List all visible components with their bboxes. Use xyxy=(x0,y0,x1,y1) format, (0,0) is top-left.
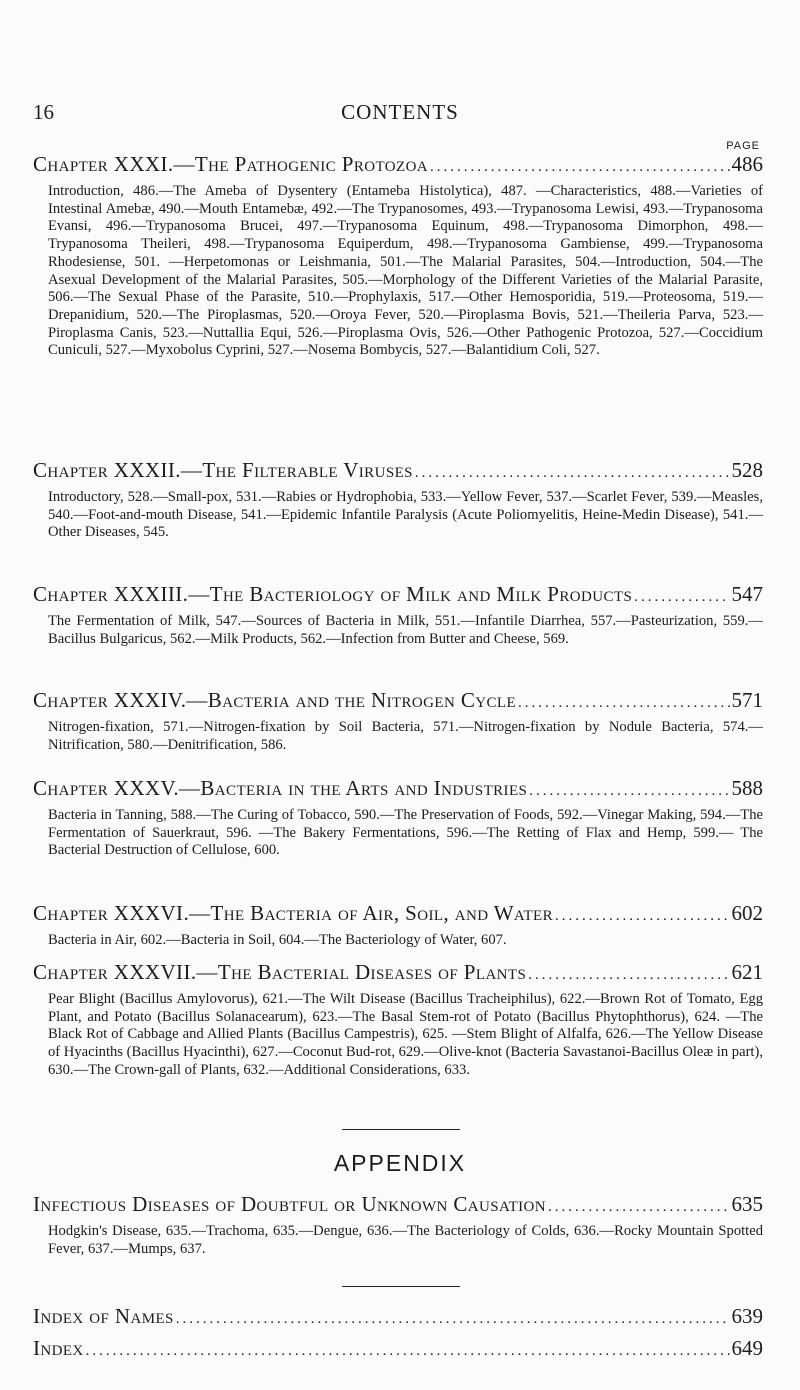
toc-entry-chapter-32 xyxy=(33,458,763,542)
chapter-description: Introduction, 486.—The Ameba of Dysentery (Entameba Histolytica), 487. —Characteristics, 488.—Varieties of Intestinal Amebæ, 490.—Mouth Entamebæ, 492.—The Trypanosomes, 493.—Trypanosoma Lewisi, 493.—Trypanosoma Evansi, 496.—Trypanosoma Brucei, 497.—Trypanosoma Equinum, 498.—Trypanosoma Dimorphon, 498.—Trypanosoma Theileri, 498.—Trypanosoma Equiperdum, 498.—Trypanosoma Gambiense, 499.—Trypanosoma Rhodesiense, 501. —Herpetomonas or Leishmania, 501.—The Malarial Parasites, 504.—Introduction, 504.—The Asexual Development of the Malarial Parasites, 505.—Morphology of the Different Varieties of the Malarial Parasite, 506.—The Sexual Phase of the Parasite, 510.—Prophylaxis, 517.—Other Hemosporidia, 519.—Proteosoma, 519.—Drepanidium, 520.—The Piroplasmas, 520.—Oroya Fever, 520.—Piroplasma Bovis, 521.—Theileria Parva, 523.—Piroplasma Canis, 523.—Nuttallia Equi, 526.—Piroplasma Ovis, 526.—Other Pathogenic Protozoa, 527.—Coccidium Cuniculi, 527.—Myxobolus Cyprini, 527.—Nosema Bombycis, 527.—Balantidium Coli, 527. xyxy=(48,183,763,359)
index-page: 649 xyxy=(731,1336,763,1360)
chapter-description: Pear Blight (Bacillus Amylovorus), 621.—The Wilt Disease (Bacillus Tracheiphilus), 622.—Brown Rot of Tomato, Egg Plant, and Potato (Bacillus Solanacearum), 623.—The Basal Stem-rot of Potato (Bacillus Phytophthorus), 624. —The Black Rot of Cabbage and Allied Plants (Bacillus Campestris), 625. —Stem Blight of Alfalfa, 626.—The Yellow Disease of Hyacinths (Bacillus Hyacinthi), 627.—Coconut Bud-rot, 629.—Olive-knot (Bacteria Savastanoi-Bacillus Oleæ in part), 630.—The Crown-gall of Plants, 632.—Additional Considerations, 633. xyxy=(48,991,763,1078)
index-title: Index of Names xyxy=(33,1304,174,1328)
chapter-title: Chapter XXXIII.—The Bacteriology of Milk and Milk Products xyxy=(33,582,633,606)
index-title: Index xyxy=(33,1336,84,1360)
toc-entry-chapter-34 xyxy=(33,688,763,754)
chapter-page: 547 xyxy=(731,582,763,606)
toc-entry-chapter-31 xyxy=(33,152,763,360)
chapter-page: 588 xyxy=(731,776,763,800)
toc-entry-chapter-36 xyxy=(33,901,763,950)
chapter-title: Chapter XXXIV.—Bacteria and the Nitrogen Cycle xyxy=(33,688,517,712)
chapter-title: Chapter XXXII.—The Filterable Viruses xyxy=(33,458,413,482)
dot-leader xyxy=(415,461,730,485)
running-title: CONTENTS xyxy=(341,100,459,124)
dot-leader xyxy=(86,1339,730,1363)
dot-leader xyxy=(518,691,729,715)
toc-entry-index-of-names xyxy=(33,1304,763,1331)
appendix-description: Hodgkin's Disease, 635.—Trachoma, 635.—Dengue, 636.—The Bacteriology of Colds, 636.—Rocky Mountain Spotted Fever, 637.—Mumps, 637. xyxy=(48,1223,763,1257)
chapter-title: Chapter XXXVII.—The Bacterial Diseases of Plants xyxy=(33,960,527,984)
chapter-description: Nitrogen-fixation, 571.—Nitrogen-fixation by Soil Bacteria, 571.—Nitrogen-fixation by Nodule Bacteria, 574.—Nitrification, 580.—Denitrification, 586. xyxy=(48,719,763,753)
dot-leader xyxy=(430,155,729,179)
toc-entry-chapter-33 xyxy=(33,582,763,648)
toc-entry-appendix xyxy=(33,1192,763,1258)
dot-leader xyxy=(548,1195,730,1219)
chapter-description: Bacteria in Air, 602.—Bacteria in Soil, 604.—The Bacteriology of Water, 607. xyxy=(48,932,507,948)
section-divider xyxy=(342,1129,460,1130)
toc-entry-chapter-37 xyxy=(33,960,763,1080)
chapter-page: 486 xyxy=(731,152,763,176)
dot-leader xyxy=(176,1307,730,1331)
chapter-title: Chapter XXXV.—Bacteria in the Arts and Industries xyxy=(33,776,528,800)
page-column-label: PAGE xyxy=(726,140,760,152)
chapter-page: 571 xyxy=(731,688,763,712)
chapter-title: Chapter XXXI.—The Pathogenic Protozoa xyxy=(33,152,429,176)
chapter-description: The Fermentation of Milk, 547.—Sources of Bacteria in Milk, 551.—Infantile Diarrhea, 557.—Pasteurization, 559.—Bacillus Bulgaricus, 562.—Milk Products, 562.—Infection from Butter and Cheese, 569. xyxy=(48,613,763,647)
page-number: 16 xyxy=(33,100,54,124)
toc-entry-chapter-35 xyxy=(33,776,763,860)
dot-leader xyxy=(528,963,729,987)
appendix-heading: APPENDIX xyxy=(333,1150,467,1176)
toc-entry-index xyxy=(33,1336,763,1363)
chapter-description: Introductory, 528.—Small-pox, 531.—Rabies or Hydrophobia, 533.—Yellow Fever, 537.—Scarlet Fever, 539.—Measles, 540.—Foot-and-mouth Disease, 541.—Epidemic Infantile Paralysis (Acute Poliomyelitis, Heine-Medin Disease), 541.—Other Diseases, 545. xyxy=(48,489,763,541)
dot-leader xyxy=(634,585,729,609)
section-divider xyxy=(342,1286,460,1287)
chapter-title: Chapter XXXVI.—The Bacteria of Air, Soil, and Water xyxy=(33,901,554,925)
chapter-description: Bacteria in Tanning, 588.—The Curing of Tobacco, 590.—The Preservation of Foods, 592.—Vinegar Making, 594.—The Fermentation of Sauerkraut, 596. —The Bakery Fermentations, 596.—The Retting of Flax and Hemp, 599.— The Bacterial Destruction of Cellulose, 600. xyxy=(48,807,763,859)
chapter-page: 621 xyxy=(731,960,763,984)
index-page: 639 xyxy=(731,1304,763,1328)
dot-leader xyxy=(555,904,729,928)
dot-leader xyxy=(529,779,729,803)
chapter-page: 528 xyxy=(731,458,763,482)
chapter-page: 602 xyxy=(731,901,763,925)
appendix-title: Infectious Diseases of Doubtful or Unknown Causation xyxy=(33,1192,546,1216)
appendix-page: 635 xyxy=(731,1192,763,1216)
